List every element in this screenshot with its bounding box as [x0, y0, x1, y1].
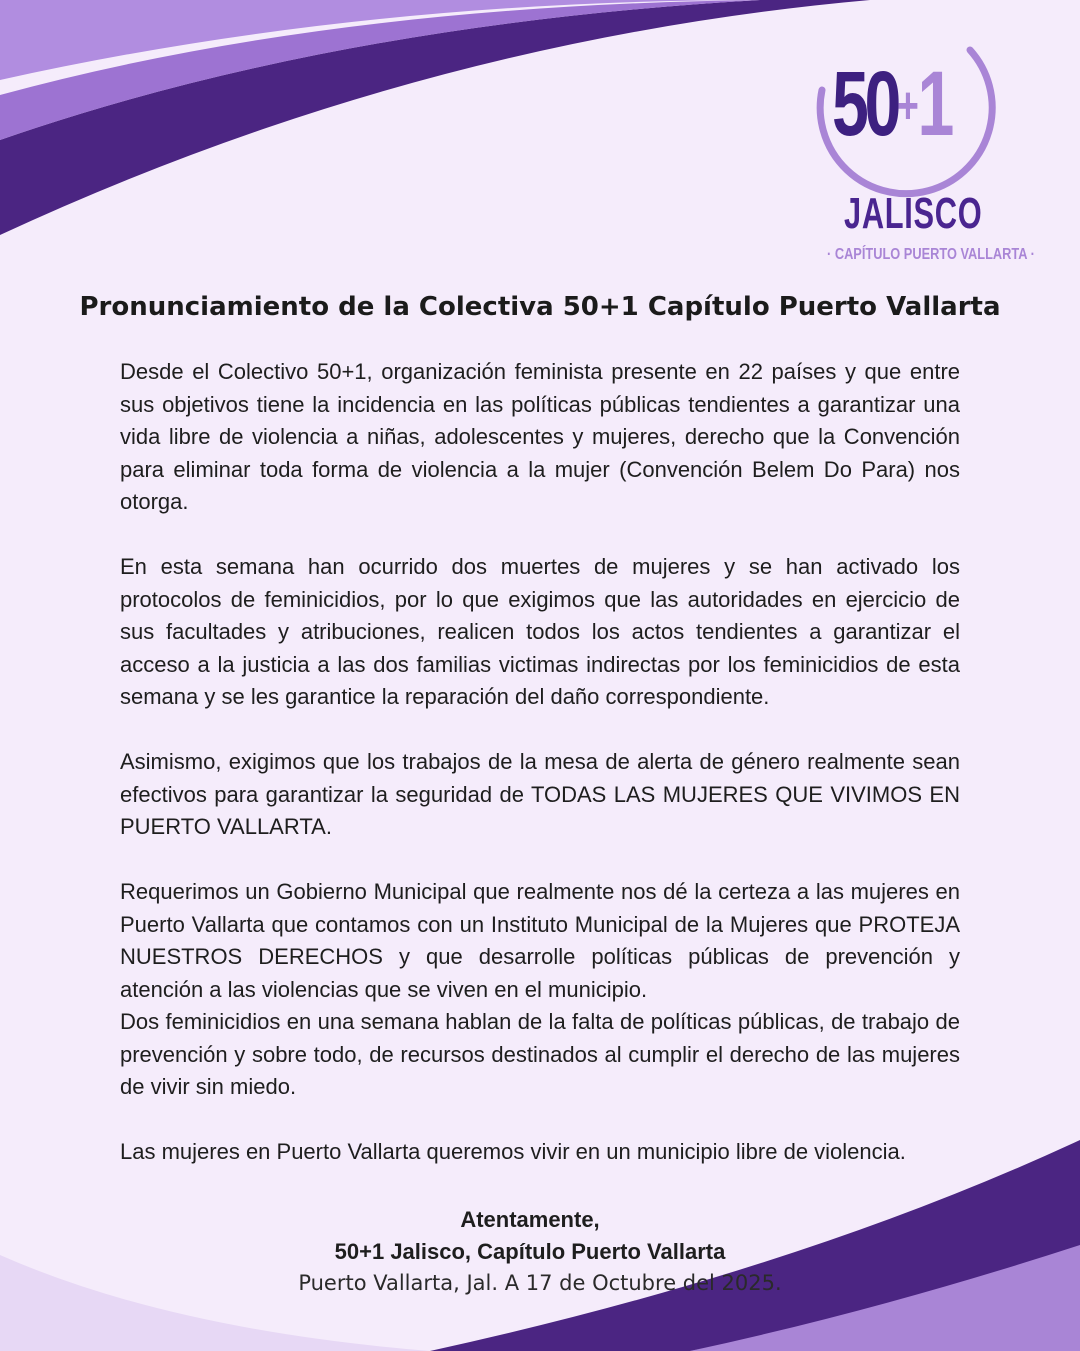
signature-block — [0, 1204, 1060, 1268]
paragraph-5: Dos feminicidios en una semana hablan de la falta de políticas públicas, de trabajo de prevención y sobre todo, de recursos destinados al cumplir el derecho de las mujeres de vivir sin miedo. — [120, 1009, 960, 1099]
logo-state: JALISCO — [844, 189, 983, 238]
logo-chapter: · CAPÍTULO PUERTO VALLARTA · — [827, 246, 1035, 263]
paragraph-6: Las mujeres en Puerto Vallarta queremos vivir en un municipio libre de violencia. — [120, 1139, 906, 1164]
document-title: Pronunciamiento de la Colectiva 50+1 Capítulo Puerto Vallarta — [79, 292, 1001, 322]
logo-number: 50+1 — [832, 53, 951, 155]
paragraph-4: Requerimos un Gobierno Municipal que realmente nos dé la certeza a las mujeres en Puerto Vallarta que contamos con un Instituto Municipal de la Mujeres que PROTEJA NUESTROS DERECHOS y que desarrolle políticas públicas de prevención y atención a las violencias que se viven en el municipio. — [120, 879, 960, 1002]
colectiva-logo — [800, 20, 1035, 270]
date-line: Puerto Vallarta, Jal. A 17 de Octubre del 2025. — [298, 1271, 782, 1295]
paragraph-1: Desde el Colectivo 50+1, organización feminista presente en 22 países y que entre sus objetivos tiene la incidencia en las políticas públicas tendientes a garantizar una vida libre de violencia a niñas, adolescentes y mujeres, derecho que la Convención para eliminar toda forma de violencia a la mujer (Convención Belem Do Para) nos otorga. — [120, 359, 960, 514]
paragraph-3: Asimismo, exigimos que los trabajos de la mesa de alerta de género realmente sean efectivos para garantizar la seguridad de TODAS LAS MUJERES QUE VIVIMOS EN PUERTO VALLARTA. — [120, 749, 960, 839]
document-body — [120, 356, 960, 1201]
closing-line: Atentamente, — [460, 1207, 600, 1232]
paragraph-2: En esta semana han ocurrido dos muertes de mujeres y se han activado los protocolos de feminicidios, por lo que exigimos que las autoridades en ejercicio de sus facultades y atribuciones, realicen todos los actos tendientes a garantizar el acceso a la justicia a las dos familias victimas indirectas por los feminicidios de esta semana y se les garantice la reparación del daño correspondiente. — [120, 554, 960, 709]
signature-line: 50+1 Jalisco, Capítulo Puerto Vallarta — [334, 1239, 726, 1264]
